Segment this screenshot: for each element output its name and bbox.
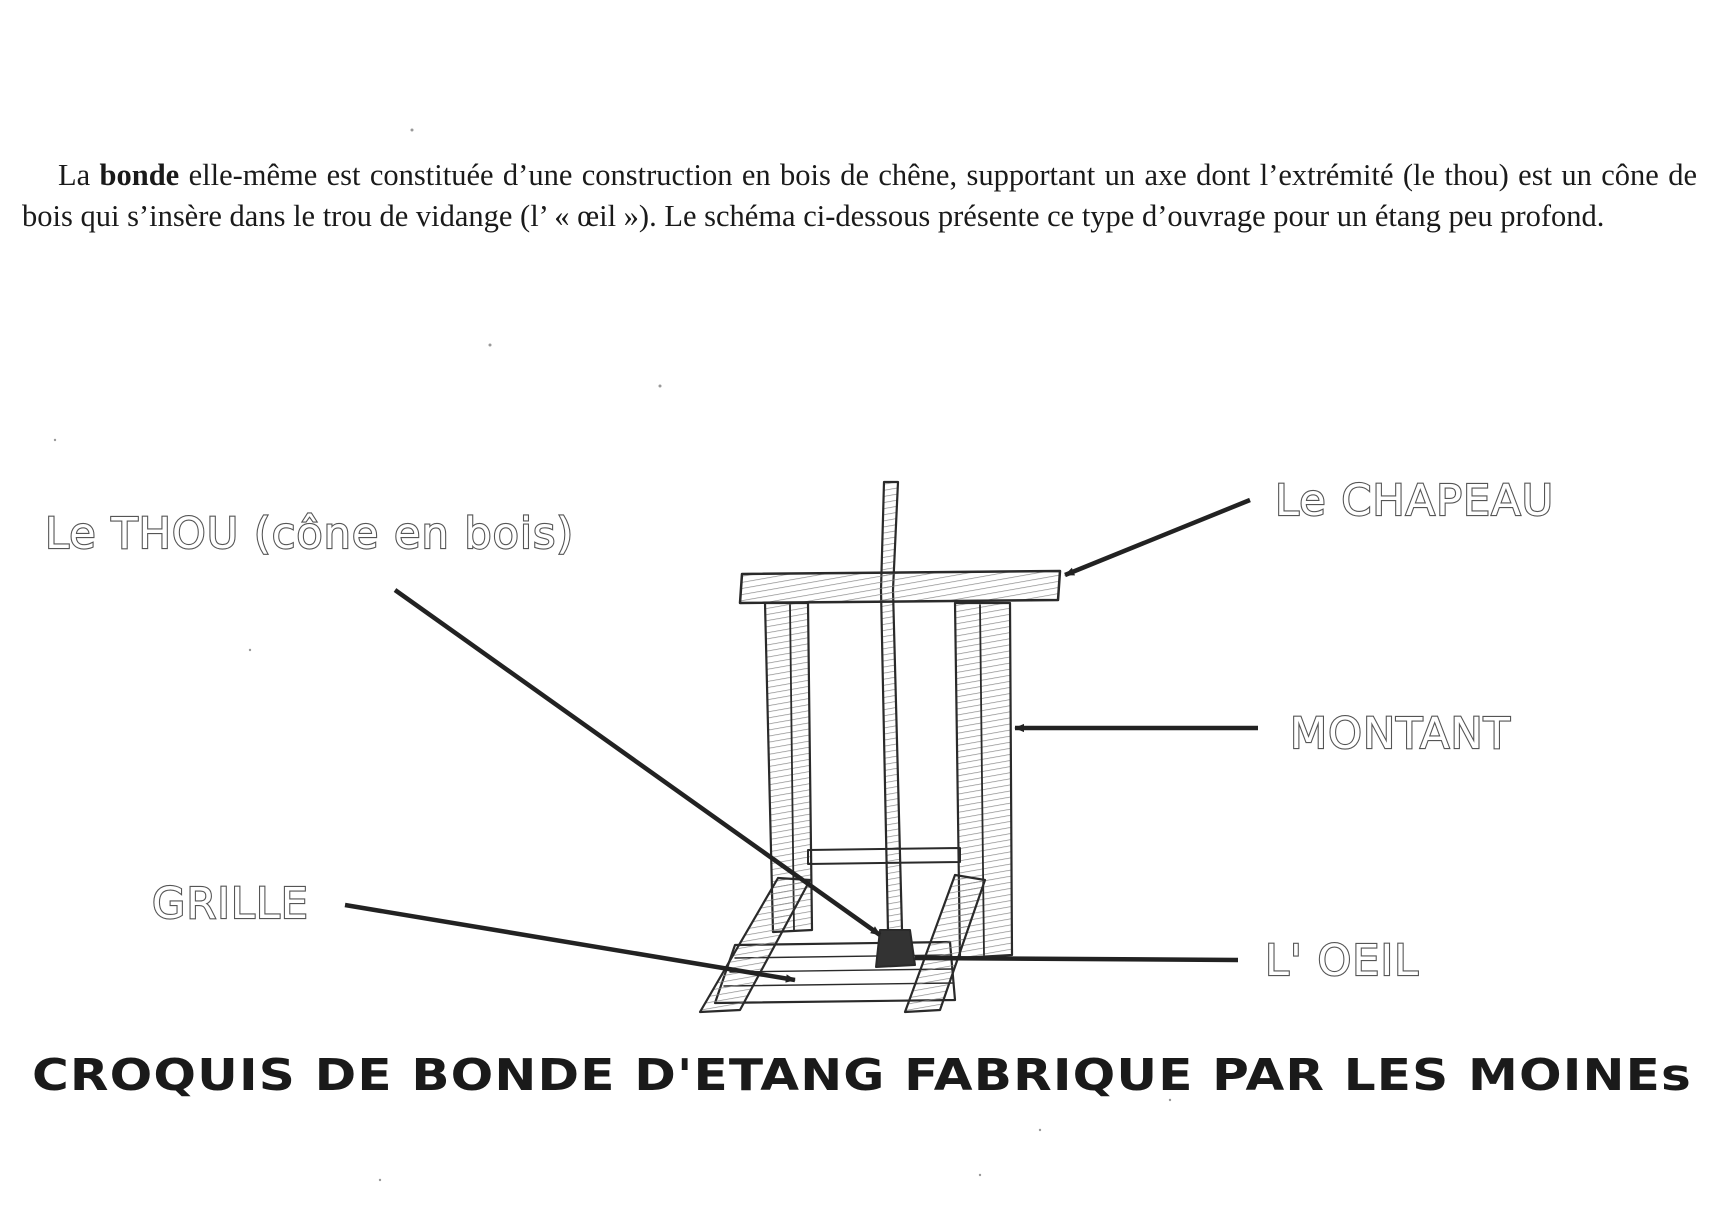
intro-text: elle-même est constituée d’une construction en bois de chêne, supportant un axe dont l’extrémité (le thou) est un cône de bois qui s’insère dans le trou de vidange (l’ « œil »). Le schéma ci-dessous présente ce type d’ouvrage pour un étang peu profond. (22, 158, 1697, 233)
diagram-caption: CROQUIS DE BONDE D'ETANG FABRIQUE PAR LES MOINEs (32, 1050, 1693, 1101)
cross-bar (808, 848, 960, 864)
chapeau-arrow (1065, 500, 1250, 575)
label-montant: MONTANT (1290, 709, 1511, 759)
label-oeil: L' OEIL (1265, 936, 1420, 986)
oeil-line (915, 958, 1238, 960)
label-grille: GRILLE (152, 879, 309, 929)
thou-cone (876, 930, 915, 967)
axis-rod (881, 482, 902, 932)
chapeau-beam (740, 571, 1060, 603)
label-chapeau: Le CHAPEAU (1275, 476, 1555, 526)
intro-bold-word: bonde (99, 158, 180, 192)
label-thou: Le THOU (cône en bois) (45, 509, 575, 559)
grille-arrow (345, 905, 795, 980)
intro-prefix: La (58, 158, 100, 192)
